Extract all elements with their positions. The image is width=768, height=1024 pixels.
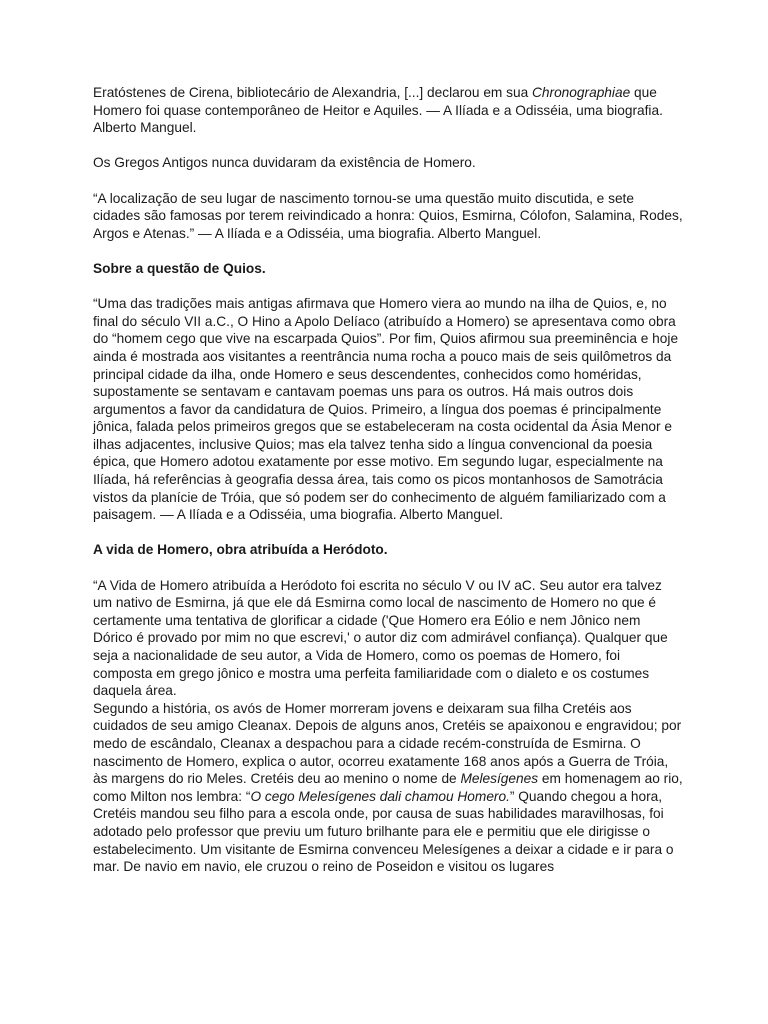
paragraph-lugar-nascimento: “A localização de seu lugar de nascimento tornou-se uma questão muito discutida, e sete cidades são famosas por terem reivindicado a honra: Quios, Esmirna, Cólofon, Salamina, Rodes, Argos e Atenas.” — A Ilíada e a Odisséia, uma biografia. Alberto Manguel. [93, 190, 683, 241]
document-page [93, 84, 683, 876]
paragraph-historia-text-b: em homenagem ao rio, como Milton nos lembra: “ [93, 771, 683, 804]
section-heading-vida-de-homero: A vida de Homero, obra atribuída a Heródoto. [93, 542, 388, 558]
paragraph-vida-de-homero: “A Vida de Homero atribuída a Heródoto foi escrita no século V ou IV aC. Seu autor era talvez um nativo de Esmirna, já que ele dá Esmirna como local de nascimento de Homero no que é certamente uma tentativa de glorificar a cidade ('Que Homero era Eólio e nem Jônico nem Dórico é provado por mim no que escrevi,' o autor diz com admirável confiança). Qualquer que seja a nacionalidade de seu autor, a Vida de Homero, como os poemas de Homero, foi composta em grego jônico e mostra uma perfeita familiaridade com o dialeto e os costumes daquela área. [93, 577, 668, 699]
paragraph-eratostenes [93, 84, 683, 137]
paragraph-historia-text-a: Segundo a história, os avós de Homer morreram jovens e deixaram sua filha Cretéis aos cuidados de seu amigo Cleanax. Depois de alguns anos, Cretéis se apaixonou e engravidou; por medo de escândalo, Cleanax a despachou para a cidade recém-construída de Esmirna. O nascimento de Homero, explica o autor, ocorreu exatamente 168 anos após a Guerra de Tróia, às margens do rio Meles. Cretéis deu ao menino o nome de [93, 700, 682, 787]
name-melesigenes: Melesígenes [460, 771, 539, 787]
paragraph-eratostenes-text-a: Eratóstenes de Cirena, bibliotecário de Alexandria, [...] declarou em sua [93, 85, 533, 100]
book-title-chronographiae: Chronographiae [532, 85, 631, 100]
paragraph-historia-homero [93, 700, 683, 876]
paragraph-quios: “Uma das tradições mais antigas afirmava que Homero viera ao mundo na ilha de Quios, e, no final do século VII a.C., O Hino a Apolo Delíaco (atribuído a Homero) se apresentava como obra do “homem cego que vive na escarpada Quios”. Por fim, Quios afirmou sua preeminência e hoje ainda é mostrada aos visitantes a reentrância numa rocha a pouco mais de seis quilômetros da principal cidade da ilha, onde Homero e seus descendentes, conhecidos como homéridas, supostamente se sentavam e cantavam poemas uns para os outros. Há mais outros dois argumentos a favor da candidatura de Quios. Primeiro, a língua dos poemas é principalmente jônica, falada pelos primeiros gregos que se estabeleceram na costa ocidental da Ásia Menor e ilhas adjacentes, inclusive Quios; mas ela talvez tenha sido a língua convencional da poesia épica, que Homero adotou exatamente por esse motivo. Em segundo lugar, especialmente na Ilíada, há referências à geografia dessa área, tais como os picos montanhosos de Samotrácia vistos da planície de Tróia, que só podem ser do conhecimento de alguém familiarizado com a paisagem. — A Ilíada e a Odisséia, uma biografia. Alberto Manguel. [93, 296, 679, 523]
paragraph-gregos-antigos: Os Gregos Antigos nunca duvidaram da existência de Homero. [93, 155, 476, 171]
paragraph-eratostenes-text-b: que Homero foi quase contemporâneo de Heitor e Aquiles. — A Ilíada e a Odisséia, uma biografia. Alberto Manguel. [93, 85, 663, 136]
section-heading-quios: Sobre a questão de Quios. [93, 260, 266, 276]
paragraph-historia-text-c: ” Quando chegou a hora, Cretéis mandou seu filho para a escola onde, por causa de suas habilidades maravilhosas, foi adotado pelo professor que previu um futuro brilhante para ele e permitiu que ele dirigisse o estabelecimento. Um visitante de Esmirna convenceu Melesígenes a deixar a cidade e ir para o mar. De navio em navio, ele cruzou o reino de Poseidon e visitou os lugares [93, 788, 674, 875]
milton-quote: O cego Melesígenes dali chamou Homero. [250, 788, 510, 804]
